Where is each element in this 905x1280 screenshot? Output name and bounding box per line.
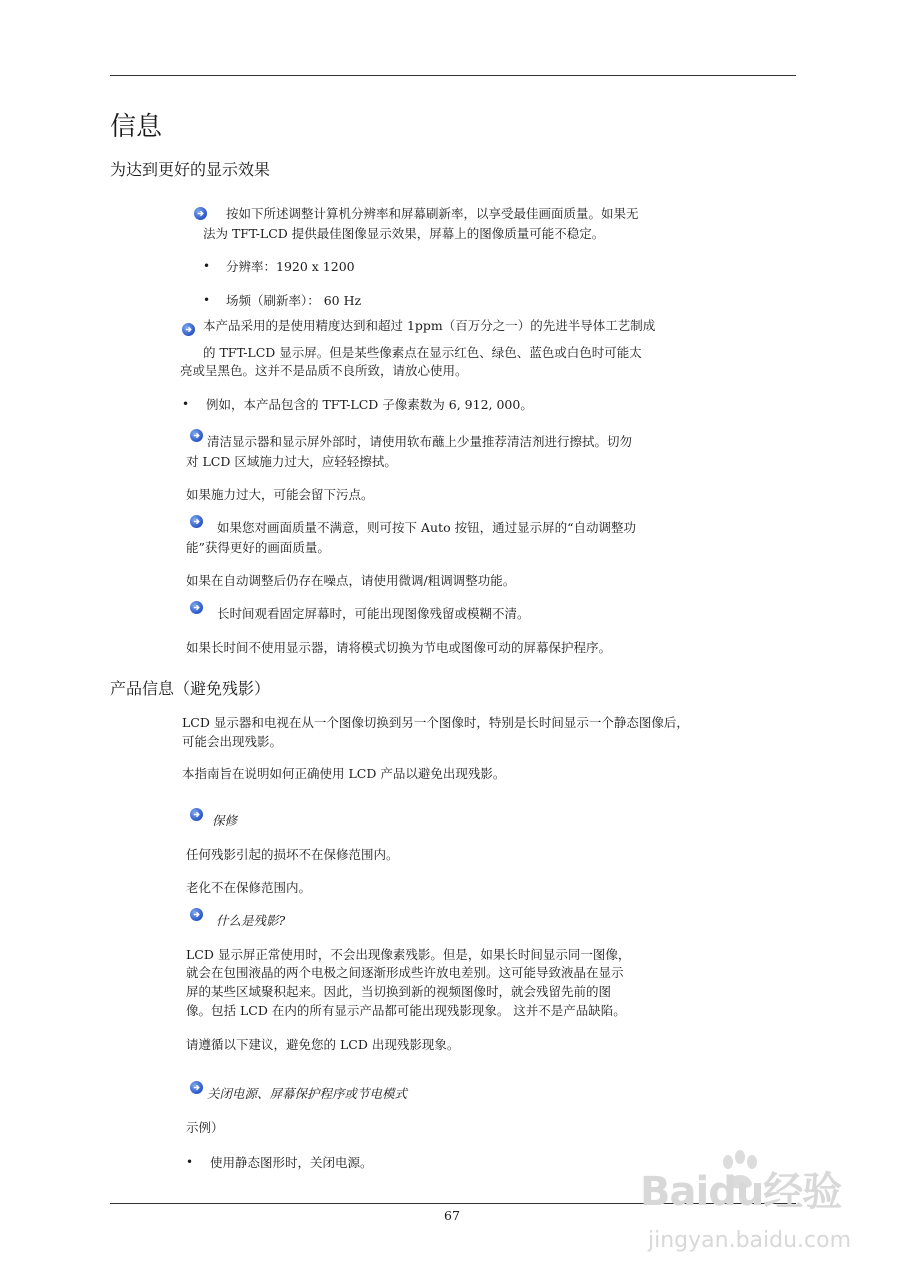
paragraph-text: 本指南旨在说明如何正确使用 LCD 产品以避免出现残影。 <box>182 766 506 781</box>
paragraph-text: LCD 显示器和电视在从一个图像切换到另一个图像时，特别是长时间显示一个静态图像后， <box>182 715 689 730</box>
paragraph-text: 像。包括 LCD 在内的所有显示产品都可能出现残影现象。 这并不是产品缺陷。 <box>186 1003 626 1018</box>
watermark-logo-text: Baidu经验 <box>640 1169 842 1215</box>
paragraph-text: 如果长时间不使用显示器，请将模式切换为节电或图像可动的屏幕保护程序。 <box>186 640 612 655</box>
paragraph-text: 屏的某些区域聚积起来。因此，当切换到新的视频图像时，就会残留先前的图 <box>186 984 612 999</box>
bullet-dot: • <box>203 293 211 307</box>
bullet-dot: • <box>182 397 190 411</box>
paragraph-text: 法为 TFT-LCD 提供最佳图像显示效果，屏幕上的图像质量可能不稳定。 <box>203 226 605 241</box>
frequency-text: 场频（刷新率）： 60 Hz <box>226 293 362 308</box>
section-heading-display: 为达到更好的显示效果 <box>110 160 271 179</box>
paragraph-text: 本产品采用的是使用精度达到和超过 1ppm（百万分之一）的先进半导体工艺制成 <box>203 318 656 333</box>
arrow-bullet-icon <box>182 323 195 336</box>
page-title: 信息 <box>110 112 163 142</box>
subpixel-example-text: 例如，本产品包含的 TFT-LCD 子像素数为 6, 912, 000。 <box>206 397 533 412</box>
bullet-dot: • <box>203 259 211 273</box>
arrow-bullet-icon <box>190 908 203 921</box>
warranty-heading: 保修 <box>212 813 238 828</box>
arrow-bullet-icon <box>194 207 207 220</box>
power-off-heading: 关闭电源、屏幕保护程序或节电模式 <box>207 1086 408 1101</box>
arrow-bullet-icon <box>190 808 203 821</box>
paragraph-text: 对 LCD 区域施力过大，应轻轻擦拭。 <box>186 454 397 469</box>
paragraph-text: 长时间观看固定屏幕时，可能出现图像残留或模糊不清。 <box>217 606 530 621</box>
paragraph-text: 如果您对画面质量不满意，则可按下 Auto 按钮，通过显示屏的“自动调整功 <box>217 520 636 535</box>
top-rule <box>110 75 796 76</box>
what-is-retention-heading: 什么是残影? <box>216 913 286 928</box>
paragraph-text: 按如下所述调整计算机分辨率和屏幕刷新率，以享受最佳画面质量。如果无 <box>226 206 639 221</box>
arrow-bullet-icon <box>190 429 203 442</box>
section-heading-image-retention: 产品信息（避免残影） <box>110 679 271 698</box>
paragraph-text: 使用静态图形时，关闭电源。 <box>210 1155 373 1170</box>
arrow-bullet-icon <box>190 601 203 614</box>
arrow-bullet-icon <box>190 1081 203 1094</box>
paragraph-text: LCD 显示屏正常使用时，不会出现像素残影。但是，如果长时间显示同一图像， <box>186 947 631 962</box>
paragraph-text: 亮或呈黑色。这并不是品质不良所致，请放心使用。 <box>180 363 468 378</box>
paragraph-text: 如果施力过大，可能会留下污点。 <box>186 487 374 502</box>
paragraph-text: 的 TFT-LCD 显示屏。但是某些像素点在显示红色、绿色、蓝色或白色时可能太 <box>203 345 642 360</box>
paragraph-text: 请遵循以下建议，避免您的 LCD 出现残影现象。 <box>186 1037 460 1052</box>
example-label: 示例） <box>186 1120 224 1135</box>
paragraph-text: 任何残影引起的损坏不在保修范围内。 <box>186 847 399 862</box>
arrow-bullet-icon <box>190 515 203 528</box>
resolution-text: 分辨率：1920 x 1200 <box>226 259 355 274</box>
watermark-url: jingyan.baidu.com <box>648 1228 852 1253</box>
bullet-dot: • <box>186 1155 194 1169</box>
paragraph-text: 可能会出现残影。 <box>182 734 283 749</box>
paragraph-text: 能”获得更好的画面质量。 <box>186 540 330 555</box>
baidu-watermark <box>640 1150 855 1270</box>
page-number: 67 <box>444 1208 460 1223</box>
paragraph-text: 清洁显示器和显示屏外部时，请使用软布蘸上少量推荐清洁剂进行擦拭。切勿 <box>207 434 633 449</box>
paragraph-text: 就会在包围液晶的两个电极之间逐渐形成些许放电差别。这可能导致液晶在显示 <box>186 965 624 980</box>
paragraph-text: 老化不在保修范围内。 <box>186 880 312 895</box>
paragraph-text: 如果在自动调整后仍存在噪点，请使用微调/粗调调整功能。 <box>186 573 516 588</box>
